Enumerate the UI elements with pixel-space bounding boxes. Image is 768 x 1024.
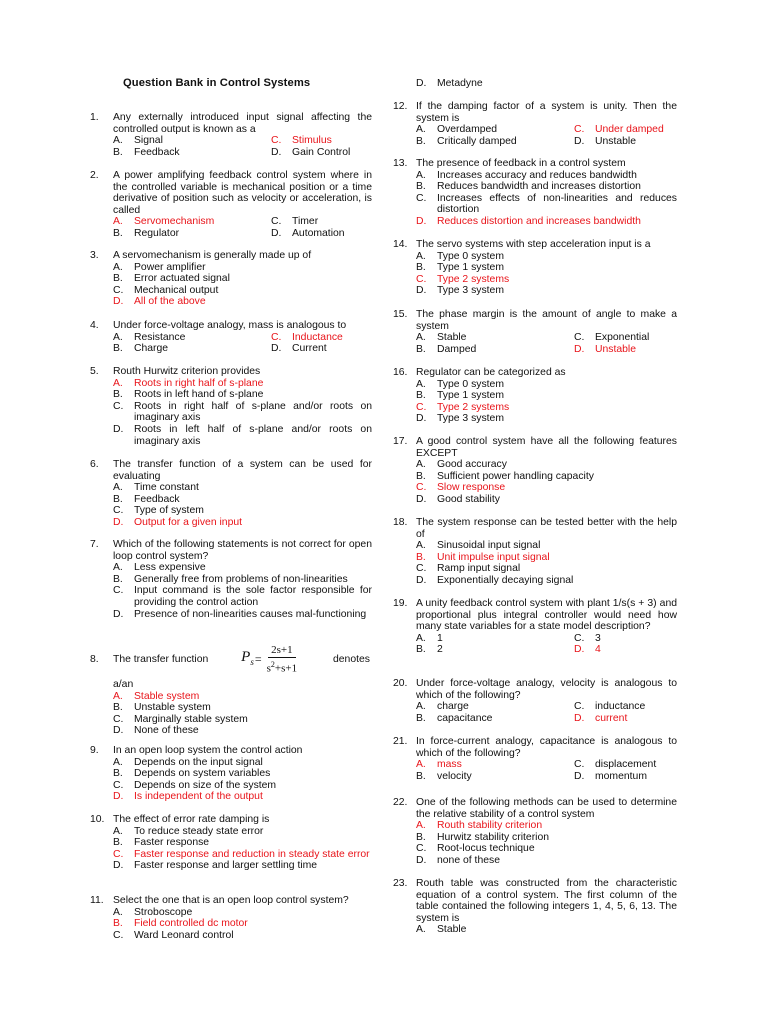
question-text: Which of the following statements is not correct for open loop control system? [113,539,372,562]
question-text: The transfer function [113,654,209,666]
question-text: The transfer function of a system can be used for evaluating [113,459,372,482]
option: B. Reduces bandwidth and increases distortion [416,181,641,193]
question-number: 13. [393,158,408,169]
question-18 [393,517,677,587]
question-17 [393,436,677,506]
question-23 [393,878,677,936]
option: D. Exponentially decaying signal [416,574,574,586]
question-number: 20. [393,678,408,689]
question-number: 5. [90,366,99,377]
option: C. inductance [574,701,646,713]
option: A. Stable [416,332,467,344]
option: D. Faster response and larger settling time [113,860,318,872]
question-11-continued [393,78,677,90]
option: A. Resistance [113,331,186,343]
option: D. Roots in left half of s-plane and/or roots on imaginary axis [113,423,372,447]
option: B. Charge [113,343,169,355]
option: C. Root-locus technique [416,843,535,855]
option: C. Roots in right half of s-plane and/or roots on imaginary axis [113,400,372,424]
option: C. Increases effects of non-linearities and reduces distortion [416,192,677,216]
option: B. capacitance [416,712,493,724]
option-answer: D. All of the above [113,296,206,308]
question-text: If the damping factor of a system is unity. Then the system is [416,101,677,124]
option-answer: D. Output for a given input [113,516,243,528]
option: B. Regulator [113,227,180,239]
question-11 [90,895,372,941]
transfer-function-formula: $P_s$ = $\frac{2s+1}{s^2+s+1}$ [241,644,300,676]
question-number: 9. [90,745,99,756]
option-answer: C. Under damped [574,124,664,136]
option: A. Stroboscope [113,906,193,918]
question-text: The servo systems with step acceleration input is a [416,239,651,250]
option-answer: C. Inductance [271,331,343,343]
option: D. Type 3 system [416,285,504,297]
question-text: The presence of feedback in a control system [416,158,626,169]
question-2 [90,170,372,240]
option: B. Depends on system variables [113,768,271,780]
formula-denominator: $s^2+s+1$ [266,660,298,675]
question-number: 21. [393,736,408,747]
question-text: Regulator can be categorized as [416,367,566,378]
option: C. displacement [574,759,657,771]
question-3 [90,250,372,308]
option: B. Damped [416,343,477,355]
question-text: Any externally introduced input signal affecting the controlled output is known as a [113,112,372,135]
option-answer: D. Unstable [574,343,637,355]
question-number: 1. [90,112,99,123]
question-number: 22. [393,797,408,808]
question-number: 17. [393,436,408,447]
option: A. Stable [416,924,467,936]
question-number: 10. [90,814,105,825]
question-text: Routh Hurwitz criterion provides [113,366,261,377]
question-text: Under force-voltage analogy, velocity is analogous to which of the following? [416,678,677,701]
option: D. Unstable [574,135,637,147]
option: A. Power amplifier [113,261,206,273]
option: C. Mechanical output [113,284,219,296]
question-text: In force-current analogy, capacitance is analogous to which of the following? [416,736,677,759]
option: C. Type of system [113,505,204,517]
question-text: Routh table was constructed from the characteristic equation of a control system. The first column of the table contained the following integers 1, 4, 5, 6, 13. The system is [416,878,677,924]
option-answer: B. Field controlled dc motor [113,918,248,930]
option-answer: C. Slow response [416,482,506,494]
question-4 [90,320,372,355]
question-text: In an open loop system the control action [113,745,303,756]
option: C. Depends on size of the system [113,779,277,791]
option: A. Increases accuracy and reduces bandwidth [416,169,637,181]
option: A. To reduce steady state error [113,825,264,837]
question-7 [90,539,372,620]
question-9 [90,745,372,803]
option: B. velocity [416,770,472,782]
option: B. Critically damped [416,135,517,147]
option: D. Presence of non-linearities causes mal-functioning [113,608,367,620]
option: A. Type 0 system [416,250,504,262]
option: B. Hurwitz stability criterion [416,831,550,843]
question-text: The effect of error rate damping is [113,814,270,825]
page-title: Question Bank in Control Systems [123,77,311,89]
question-text: A unity feedback control system with plant 1/s(s + 3) and proportional plus integral controller would need how many state variables for a state model description? [416,598,677,633]
option: A. Less expensive [113,562,206,574]
option-answer: A. Roots in right half of s-plane [113,377,264,389]
option: D. Current [271,343,327,355]
option: B. 2 [416,644,443,656]
option: C. Ward Leonard control [113,929,234,941]
question-text: The system response can be tested better with the help of [416,517,677,540]
option-answer: D. 4 [574,644,601,656]
question-1 [90,112,372,158]
option: A. 1 [416,632,443,644]
option: B. Error actuated signal [113,273,230,285]
question-text-suffix: denotes [333,654,370,666]
option-answer: B. Unit impulse input signal [416,551,550,563]
question-number: 14. [393,239,408,250]
option-answer: A. Servomechanism [113,216,215,228]
option: C. 3 [574,632,601,644]
question-number: 8. [90,654,99,666]
option: B. Generally free from problems of non-linearities [113,573,348,585]
option-answer: D. current [574,712,628,724]
question-6 [90,459,372,529]
question-number: 3. [90,250,99,261]
question-number: 19. [393,598,408,609]
question-number: 23. [393,878,408,889]
question-number: 11. [90,895,104,906]
question-12 [393,101,677,147]
question-text: The phase margin is the amount of angle to make a system [416,309,677,332]
question-text: A servomechanism is generally made up of [113,250,312,261]
option: B. Unstable system [113,702,211,714]
question-10 [90,814,372,872]
option: B. Type 1 system [416,262,504,274]
question-number: 4. [90,320,99,331]
option: B. Type 1 system [416,390,504,402]
option: D. Metadyne [416,78,483,89]
question-number: 16. [393,367,408,378]
question-15 [393,309,677,355]
option: A. Overdamped [416,124,498,136]
option: A. charge [416,701,469,713]
option: B. Faster response [113,837,210,849]
question-5 [90,366,372,447]
option: B. Feedback [113,146,180,158]
option-answer: C. Faster response and reduction in steady state error [113,848,370,860]
option: D. none of these [416,854,500,866]
question-14 [393,239,677,297]
option: C. Ramp input signal [416,563,521,575]
option: C. Input command is the sole factor responsible for providing the control action [113,585,372,608]
question-number: 2. [90,170,99,181]
question-22 [393,797,677,867]
option-answer: C. Stimulus [271,135,332,147]
question-21 [393,736,677,782]
option-answer: D. Is independent of the output [113,791,263,803]
question-20 [393,678,677,724]
question-19 [393,598,677,656]
option: C. Marginally stable system [113,713,248,725]
question-8 [90,643,372,737]
option: B. Feedback [113,493,180,505]
option-answer: A. Routh stability criterion [416,820,543,832]
option: D. Good stability [416,493,500,505]
option: A. Type 0 system [416,378,504,390]
option: B. Roots in left hand of s-plane [113,389,264,401]
question-13 [393,158,677,228]
question-text: A power amplifying feedback control system where in the controlled variable is mechanical position or a time derivative of position such as velocity or acceleration, is called [113,170,372,216]
option: D. Type 3 system [416,413,504,425]
option: A. Time constant [113,482,199,494]
option: A. Sinusoidal input signal [416,540,541,552]
option: A. Depends on the input signal [113,756,263,768]
question-text: One of the following methods can be used to determine the relative stability of a control system [416,797,677,820]
question-text-continued: a/an [113,679,134,690]
option: D. None of these [113,725,199,737]
option: C. Timer [271,216,319,228]
question-text: A good control system have all the following features EXCEPT [416,436,677,459]
option-answer: C. Type 2 systems [416,401,510,413]
question-number: 7. [90,539,99,550]
question-16 [393,367,677,425]
question-number: 12. [393,101,408,112]
formula-numerator: 2s+1 [268,644,295,658]
option: C. Exponential [574,332,650,344]
question-number: 15. [393,309,408,320]
option: A. Good accuracy [416,459,507,471]
option-answer: A. Stable system [113,690,200,702]
question-text: Select the one that is an open loop control system? [113,895,349,906]
question-number: 18. [393,517,408,528]
option-answer: C. Type 2 systems [416,273,510,285]
option: D. momentum [574,770,647,782]
option: D. Automation [271,227,345,239]
question-text: Under force-voltage analogy, mass is analogous to [113,320,347,331]
option: D. Gain Control [271,146,351,158]
option: A. Signal [113,135,163,147]
question-number: 6. [90,459,99,470]
option-answer: A. mass [416,759,462,771]
option: B. Sufficient power handling capacity [416,470,594,482]
option-answer: D. Reduces distortion and increases bandwidth [416,215,641,227]
